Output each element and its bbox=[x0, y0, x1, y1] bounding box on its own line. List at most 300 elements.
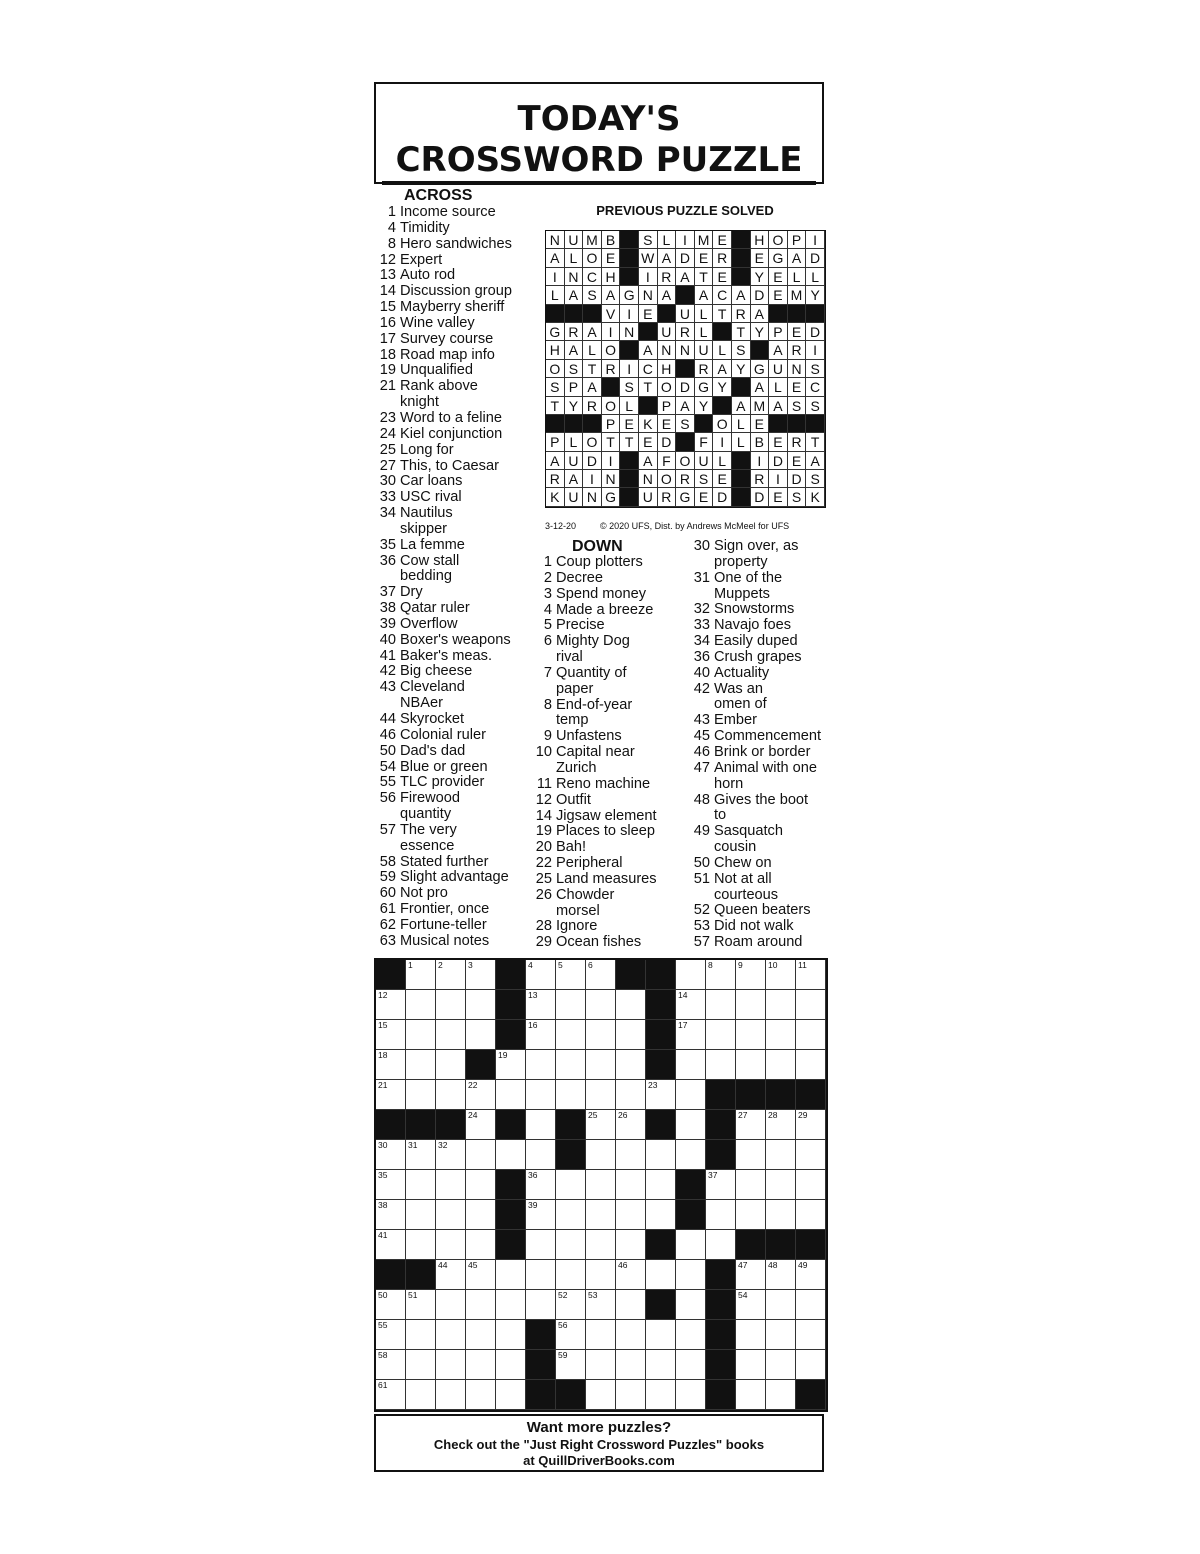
clue-item bbox=[372, 601, 532, 617]
grid-cell[interactable] bbox=[466, 1290, 496, 1320]
grid-cell[interactable] bbox=[406, 1380, 436, 1410]
grid-cell[interactable] bbox=[496, 1260, 526, 1290]
grid-cell[interactable] bbox=[796, 960, 826, 990]
grid-cell[interactable] bbox=[736, 960, 766, 990]
clue-text: bedding bbox=[400, 568, 452, 585]
grid-cell[interactable] bbox=[676, 1080, 706, 1110]
grid-black-cell bbox=[766, 1230, 796, 1260]
grid-cell[interactable] bbox=[616, 1260, 646, 1290]
grid-cell[interactable] bbox=[496, 1050, 526, 1080]
solved-grid-cell: G bbox=[695, 378, 714, 396]
grid-cell[interactable] bbox=[406, 1200, 436, 1230]
grid-cell[interactable] bbox=[376, 1170, 406, 1200]
grid-cell[interactable] bbox=[466, 1320, 496, 1350]
title-underline bbox=[382, 181, 816, 185]
grid-cell[interactable] bbox=[796, 1110, 826, 1140]
grid-cell[interactable] bbox=[766, 1020, 796, 1050]
clue-text: Commencement bbox=[714, 728, 822, 745]
grid-cell[interactable] bbox=[646, 1260, 676, 1290]
grid-cell[interactable] bbox=[646, 1380, 676, 1410]
grid-cell[interactable] bbox=[436, 1140, 466, 1170]
grid-cell[interactable] bbox=[376, 990, 406, 1020]
grid-cell[interactable] bbox=[766, 990, 796, 1020]
grid-cell[interactable] bbox=[526, 1020, 556, 1050]
solved-grid-cell: E bbox=[788, 378, 807, 396]
grid-cell[interactable] bbox=[796, 1320, 826, 1350]
grid-cell[interactable] bbox=[556, 990, 586, 1020]
grid-cell[interactable] bbox=[436, 1050, 466, 1080]
grid-cell[interactable] bbox=[406, 1020, 436, 1050]
grid-cell[interactable] bbox=[526, 1110, 556, 1140]
clue-item bbox=[372, 538, 532, 554]
grid-cell[interactable] bbox=[616, 990, 646, 1020]
clue-number bbox=[372, 696, 396, 712]
clue-item bbox=[372, 506, 532, 522]
clue-item bbox=[372, 300, 532, 316]
solved-grid-cell: O bbox=[546, 360, 565, 378]
grid-cell[interactable] bbox=[586, 1320, 616, 1350]
grid-cell[interactable] bbox=[466, 1170, 496, 1200]
clue-number: 1 bbox=[387, 204, 396, 220]
grid-black-cell bbox=[496, 1020, 526, 1050]
grid-cell[interactable] bbox=[586, 990, 616, 1020]
grid-cell[interactable] bbox=[646, 1170, 676, 1200]
clue-item bbox=[528, 618, 678, 634]
solved-grid-cell: E bbox=[769, 433, 788, 451]
grid-cell[interactable] bbox=[436, 1290, 466, 1320]
solved-grid-cell: G bbox=[546, 323, 565, 341]
grid-cell[interactable] bbox=[496, 1320, 526, 1350]
grid-cell[interactable] bbox=[616, 1320, 646, 1350]
grid-cell[interactable] bbox=[406, 1290, 436, 1320]
solved-grid-cell: O bbox=[602, 341, 621, 359]
solved-grid-cell: E bbox=[695, 249, 714, 267]
solved-grid-cell: P bbox=[658, 397, 677, 415]
clue-item bbox=[686, 856, 836, 872]
grid-cell[interactable] bbox=[706, 1200, 736, 1230]
grid-cell[interactable] bbox=[706, 1230, 736, 1260]
grid-cell[interactable] bbox=[556, 1050, 586, 1080]
grid-cell[interactable] bbox=[616, 1230, 646, 1260]
grid-cell[interactable] bbox=[526, 1200, 556, 1230]
grid-cell[interactable] bbox=[556, 1020, 586, 1050]
clue-number bbox=[686, 697, 710, 713]
grid-cell[interactable] bbox=[466, 1080, 496, 1110]
grid-cell[interactable] bbox=[616, 1200, 646, 1230]
grid-cell[interactable] bbox=[736, 1260, 766, 1290]
grid-cell[interactable] bbox=[616, 1050, 646, 1080]
grid-cell[interactable] bbox=[676, 990, 706, 1020]
grid-cell[interactable] bbox=[556, 1200, 586, 1230]
grid-cell[interactable] bbox=[676, 1020, 706, 1050]
solved-grid-black-cell bbox=[620, 231, 639, 249]
grid-cell[interactable] bbox=[796, 1290, 826, 1320]
clue-text: Mayberry sheriff bbox=[400, 299, 505, 316]
grid-cell[interactable] bbox=[466, 990, 496, 1020]
previous-puzzle-grid bbox=[545, 230, 826, 508]
grid-cell[interactable] bbox=[556, 1230, 586, 1260]
grid-cell[interactable] bbox=[466, 1230, 496, 1260]
grid-cell[interactable] bbox=[406, 960, 436, 990]
solved-grid-black-cell bbox=[732, 488, 751, 506]
grid-cell[interactable] bbox=[376, 1140, 406, 1170]
grid-cell[interactable] bbox=[766, 1110, 796, 1140]
grid-cell[interactable] bbox=[706, 1170, 736, 1200]
clue-text: Easily duped bbox=[714, 633, 798, 650]
grid-cell[interactable] bbox=[616, 1170, 646, 1200]
clue-text: Firewood bbox=[400, 790, 461, 807]
grid-cell[interactable] bbox=[376, 1380, 406, 1410]
grid-cell[interactable] bbox=[676, 960, 706, 990]
grid-cell[interactable] bbox=[586, 1350, 616, 1380]
grid-cell[interactable] bbox=[496, 1140, 526, 1170]
grid-cell[interactable] bbox=[466, 1260, 496, 1290]
grid-cell[interactable] bbox=[796, 1050, 826, 1080]
clue-text: paper bbox=[556, 680, 594, 697]
clue-number: 44 bbox=[379, 711, 396, 727]
grid-cell[interactable] bbox=[556, 1170, 586, 1200]
cell-number: 1 bbox=[408, 960, 413, 970]
grid-cell[interactable] bbox=[376, 1290, 406, 1320]
grid-cell[interactable] bbox=[436, 1200, 466, 1230]
grid-black-cell bbox=[706, 1380, 736, 1410]
grid-cell[interactable] bbox=[766, 1050, 796, 1080]
solved-grid-cell: I bbox=[676, 231, 695, 249]
clue-number: 34 bbox=[379, 505, 396, 522]
grid-cell[interactable] bbox=[436, 960, 466, 990]
grid-cell[interactable] bbox=[766, 1380, 796, 1410]
grid-cell[interactable] bbox=[406, 1050, 436, 1080]
grid-cell[interactable] bbox=[406, 1080, 436, 1110]
grid-cell[interactable] bbox=[586, 1380, 616, 1410]
grid-cell[interactable] bbox=[796, 1260, 826, 1290]
clue-item bbox=[372, 427, 532, 443]
grid-cell[interactable] bbox=[676, 1140, 706, 1170]
grid-cell[interactable] bbox=[796, 1200, 826, 1230]
grid-cell[interactable] bbox=[436, 990, 466, 1020]
grid-cell[interactable] bbox=[496, 1080, 526, 1110]
solved-grid-cell: Y bbox=[751, 323, 770, 341]
clue-text: Chowder bbox=[556, 886, 615, 903]
clue-item bbox=[372, 411, 532, 427]
grid-cell[interactable] bbox=[736, 1020, 766, 1050]
grid-cell[interactable] bbox=[586, 1050, 616, 1080]
solved-grid-black-cell bbox=[732, 378, 751, 396]
solved-grid-cell: I bbox=[806, 231, 825, 249]
solved-grid-black-cell bbox=[620, 488, 639, 506]
grid-black-cell bbox=[556, 1380, 586, 1410]
solved-grid-cell: G bbox=[769, 249, 788, 267]
clue-item bbox=[686, 919, 836, 935]
grid-cell[interactable] bbox=[466, 1200, 496, 1230]
grid-black-cell bbox=[736, 1230, 766, 1260]
clue-number: 10 bbox=[535, 744, 552, 761]
grid-cell[interactable] bbox=[586, 1020, 616, 1050]
grid-cell[interactable] bbox=[766, 1200, 796, 1230]
grid-cell[interactable] bbox=[586, 1200, 616, 1230]
grid-cell[interactable] bbox=[616, 1110, 646, 1140]
solved-grid-black-cell bbox=[788, 305, 807, 323]
clue-item bbox=[372, 902, 532, 918]
grid-cell[interactable] bbox=[706, 1020, 736, 1050]
grid-cell[interactable] bbox=[616, 1380, 646, 1410]
grid-cell[interactable] bbox=[766, 1290, 796, 1320]
grid-cell[interactable] bbox=[466, 1110, 496, 1140]
solved-grid-cell: A bbox=[751, 305, 770, 323]
grid-cell[interactable] bbox=[556, 1080, 586, 1110]
grid-black-cell bbox=[376, 1110, 406, 1140]
grid-cell[interactable] bbox=[526, 1050, 556, 1080]
grid-cell[interactable] bbox=[556, 1260, 586, 1290]
clue-number: 9 bbox=[543, 728, 552, 745]
grid-cell[interactable] bbox=[586, 1080, 616, 1110]
grid-cell[interactable] bbox=[376, 1020, 406, 1050]
cell-number: 21 bbox=[378, 1080, 388, 1090]
clue-number: 36 bbox=[379, 552, 396, 569]
clue-item bbox=[686, 824, 836, 840]
grid-cell[interactable] bbox=[736, 1200, 766, 1230]
clue-number bbox=[528, 650, 552, 666]
clue-number: 53 bbox=[693, 918, 710, 935]
grid-cell[interactable] bbox=[436, 1080, 466, 1110]
cell-number: 50 bbox=[378, 1290, 388, 1300]
grid-cell[interactable] bbox=[526, 960, 556, 990]
cell-number: 61 bbox=[378, 1380, 388, 1390]
grid-cell[interactable] bbox=[586, 1170, 616, 1200]
cell-number: 9 bbox=[738, 960, 743, 970]
grid-cell[interactable] bbox=[616, 1020, 646, 1050]
grid-cell[interactable] bbox=[376, 1350, 406, 1380]
solved-grid-cell: E bbox=[658, 415, 677, 433]
solved-grid-cell: S bbox=[546, 378, 565, 396]
grid-cell[interactable] bbox=[706, 960, 736, 990]
grid-cell[interactable] bbox=[526, 1230, 556, 1260]
grid-cell[interactable] bbox=[616, 1350, 646, 1380]
clue-number: 33 bbox=[693, 617, 710, 634]
grid-cell[interactable] bbox=[646, 1200, 676, 1230]
grid-cell[interactable] bbox=[526, 1290, 556, 1320]
cell-number: 52 bbox=[558, 1290, 568, 1300]
solved-grid-cell: L bbox=[583, 341, 602, 359]
grid-cell[interactable] bbox=[376, 1050, 406, 1080]
grid-cell[interactable] bbox=[466, 960, 496, 990]
clue-number bbox=[686, 555, 710, 571]
grid-cell[interactable] bbox=[556, 960, 586, 990]
clue-text: Not at all bbox=[714, 870, 772, 887]
grid-cell[interactable] bbox=[526, 1170, 556, 1200]
grid-cell[interactable] bbox=[646, 1350, 676, 1380]
clue-text: Skyrocket bbox=[400, 711, 465, 727]
clue-text: property bbox=[714, 553, 768, 570]
solved-grid-cell: O bbox=[583, 433, 602, 451]
cell-number: 55 bbox=[378, 1320, 388, 1330]
grid-black-cell bbox=[526, 1380, 556, 1410]
grid-cell[interactable] bbox=[736, 1320, 766, 1350]
grid-cell[interactable] bbox=[436, 1230, 466, 1260]
grid-cell[interactable] bbox=[496, 1380, 526, 1410]
grid-cell[interactable] bbox=[706, 990, 736, 1020]
grid-cell[interactable] bbox=[676, 1230, 706, 1260]
grid-cell[interactable] bbox=[556, 1290, 586, 1320]
solved-grid-black-cell bbox=[713, 323, 732, 341]
grid-cell[interactable] bbox=[796, 1350, 826, 1380]
grid-cell[interactable] bbox=[556, 1320, 586, 1350]
grid-cell[interactable] bbox=[796, 1140, 826, 1170]
clue-number: 4 bbox=[387, 219, 396, 236]
clue-number: 43 bbox=[693, 712, 710, 729]
grid-cell[interactable] bbox=[436, 1170, 466, 1200]
grid-cell[interactable] bbox=[736, 1110, 766, 1140]
grid-cell[interactable] bbox=[376, 1230, 406, 1260]
clue-text: Car loans bbox=[400, 473, 463, 490]
grid-cell[interactable] bbox=[556, 1350, 586, 1380]
grid-cell[interactable] bbox=[586, 1110, 616, 1140]
grid-cell[interactable] bbox=[736, 1170, 766, 1200]
grid-cell[interactable] bbox=[466, 1350, 496, 1380]
grid-cell[interactable] bbox=[586, 1290, 616, 1320]
grid-cell[interactable] bbox=[586, 1140, 616, 1170]
grid-cell[interactable] bbox=[376, 1200, 406, 1230]
solved-grid-cell: A bbox=[695, 286, 714, 304]
grid-cell[interactable] bbox=[406, 990, 436, 1020]
grid-cell[interactable] bbox=[796, 1170, 826, 1200]
grid-cell[interactable] bbox=[736, 1350, 766, 1380]
solved-grid-cell: S bbox=[620, 378, 639, 396]
grid-cell[interactable] bbox=[736, 990, 766, 1020]
clue-text: Mighty Dog bbox=[556, 633, 630, 650]
clue-item bbox=[372, 664, 532, 680]
solved-grid-black-cell bbox=[620, 452, 639, 470]
grid-cell[interactable] bbox=[766, 1350, 796, 1380]
clue-text: Timidity bbox=[400, 219, 450, 236]
grid-cell[interactable] bbox=[406, 1170, 436, 1200]
solved-grid-cell: R bbox=[751, 470, 770, 488]
grid-cell[interactable] bbox=[436, 1020, 466, 1050]
grid-cell[interactable] bbox=[676, 1350, 706, 1380]
solved-grid-cell: L bbox=[565, 433, 584, 451]
grid-cell[interactable] bbox=[496, 1350, 526, 1380]
solved-grid-cell: T bbox=[583, 360, 602, 378]
grid-cell[interactable] bbox=[406, 1320, 436, 1350]
clue-text: Sasquatch bbox=[714, 823, 783, 840]
grid-cell[interactable] bbox=[646, 1320, 676, 1350]
grid-cell[interactable] bbox=[436, 1380, 466, 1410]
grid-cell[interactable] bbox=[766, 1140, 796, 1170]
clue-item bbox=[372, 348, 532, 364]
cell-number: 32 bbox=[438, 1140, 448, 1150]
grid-cell[interactable] bbox=[646, 1140, 676, 1170]
clue-number: 28 bbox=[535, 918, 552, 935]
clue-item bbox=[686, 650, 836, 666]
clue-text: Stated further bbox=[400, 853, 489, 870]
solved-grid-black-cell bbox=[620, 341, 639, 359]
solved-grid-cell: L bbox=[713, 341, 732, 359]
grid-black-cell bbox=[706, 1260, 736, 1290]
clue-number: 57 bbox=[379, 821, 396, 838]
grid-cell[interactable] bbox=[796, 990, 826, 1020]
grid-cell[interactable] bbox=[646, 1080, 676, 1110]
clue-text: Snowstorms bbox=[714, 601, 795, 618]
clue-item bbox=[372, 205, 532, 221]
grid-cell[interactable] bbox=[436, 1350, 466, 1380]
grid-cell[interactable] bbox=[586, 960, 616, 990]
grid-cell[interactable] bbox=[406, 1350, 436, 1380]
grid-cell[interactable] bbox=[766, 960, 796, 990]
grid-cell[interactable] bbox=[376, 1080, 406, 1110]
grid-cell[interactable] bbox=[736, 1380, 766, 1410]
grid-cell[interactable] bbox=[676, 1260, 706, 1290]
clue-number bbox=[528, 904, 552, 920]
grid-cell[interactable] bbox=[496, 1290, 526, 1320]
grid-cell[interactable] bbox=[706, 1050, 736, 1080]
clue-item bbox=[528, 587, 678, 603]
grid-cell[interactable] bbox=[436, 1320, 466, 1350]
cell-number: 39 bbox=[528, 1200, 538, 1210]
clue-item bbox=[528, 919, 678, 935]
clue-text: Not pro bbox=[400, 885, 448, 902]
grid-cell[interactable] bbox=[526, 1260, 556, 1290]
clue-number: 30 bbox=[693, 538, 710, 554]
grid-cell[interactable] bbox=[376, 1320, 406, 1350]
grid-cell[interactable] bbox=[676, 1320, 706, 1350]
clue-text: Precise bbox=[556, 617, 605, 634]
solved-grid-cell: T bbox=[806, 433, 825, 451]
grid-cell[interactable] bbox=[676, 1290, 706, 1320]
grid-cell[interactable] bbox=[796, 1020, 826, 1050]
grid-cell[interactable] bbox=[586, 1260, 616, 1290]
grid-black-cell bbox=[496, 1230, 526, 1260]
solved-grid-cell: U bbox=[658, 323, 677, 341]
grid-cell[interactable] bbox=[676, 1050, 706, 1080]
grid-cell[interactable] bbox=[736, 1140, 766, 1170]
grid-cell[interactable] bbox=[766, 1170, 796, 1200]
clue-number: 30 bbox=[379, 473, 396, 490]
grid-cell[interactable] bbox=[466, 1020, 496, 1050]
clue-text: Brink or border bbox=[714, 743, 811, 760]
grid-cell[interactable] bbox=[466, 1380, 496, 1410]
copyright-credit: © 2020 UFS, Dist. by Andrews McMeel for UFS bbox=[600, 521, 790, 531]
clue-text: Income source bbox=[400, 204, 496, 220]
clue-text: Spend money bbox=[556, 585, 647, 602]
solved-grid-cell: P bbox=[769, 323, 788, 341]
grid-cell[interactable] bbox=[586, 1230, 616, 1260]
clue-item bbox=[372, 918, 532, 934]
clue-item bbox=[372, 332, 532, 348]
grid-cell[interactable] bbox=[526, 1080, 556, 1110]
grid-cell[interactable] bbox=[736, 1050, 766, 1080]
grid-cell[interactable] bbox=[436, 1260, 466, 1290]
grid-cell[interactable] bbox=[526, 990, 556, 1020]
grid-cell[interactable] bbox=[406, 1140, 436, 1170]
grid-cell[interactable] bbox=[676, 1380, 706, 1410]
grid-black-cell bbox=[496, 960, 526, 990]
grid-cell[interactable] bbox=[736, 1290, 766, 1320]
grid-cell[interactable] bbox=[766, 1260, 796, 1290]
grid-cell[interactable] bbox=[616, 1140, 646, 1170]
grid-cell[interactable] bbox=[466, 1140, 496, 1170]
grid-cell[interactable] bbox=[406, 1230, 436, 1260]
grid-cell[interactable] bbox=[766, 1320, 796, 1350]
grid-cell[interactable] bbox=[616, 1290, 646, 1320]
clue-text: Expert bbox=[400, 251, 443, 268]
solved-grid-cell: V bbox=[602, 305, 621, 323]
grid-cell[interactable] bbox=[676, 1110, 706, 1140]
grid-cell[interactable] bbox=[526, 1140, 556, 1170]
grid-black-cell bbox=[706, 1080, 736, 1110]
grid-cell[interactable] bbox=[616, 1080, 646, 1110]
clue-item bbox=[372, 379, 532, 395]
solved-grid-black-cell bbox=[806, 415, 825, 433]
